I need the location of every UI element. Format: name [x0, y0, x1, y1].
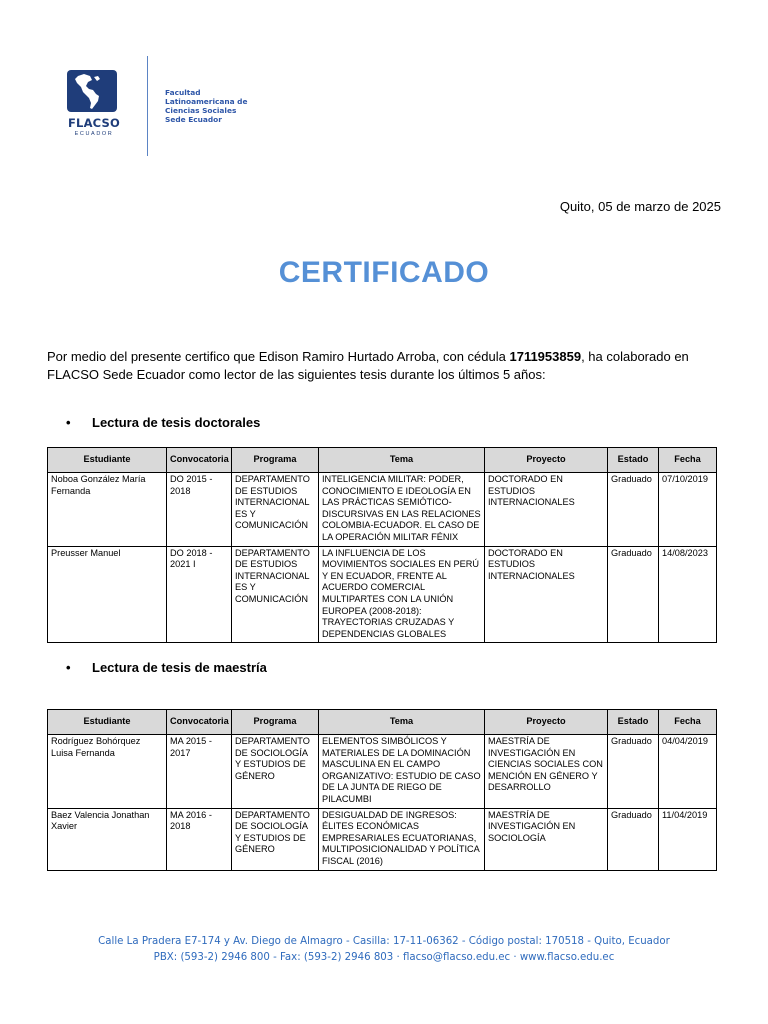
doctoral-table	[47, 447, 717, 643]
table-cell: 14/08/2023	[659, 546, 717, 643]
table-cell: 04/04/2019	[659, 735, 717, 809]
flacso-logo	[62, 68, 126, 114]
footer-line: PBX: (593-2) 2946 800 - Fax: (593-2) 2946 803 · flacso@flacso.edu.ec · www.flacso.edu.ec	[153, 951, 615, 963]
table-cell: 07/10/2019	[659, 473, 717, 547]
table-cell: Preusser Manuel	[48, 546, 167, 643]
column-header: Proyecto	[485, 448, 608, 473]
faculty-line: Facultad	[165, 88, 201, 97]
column-header: Tema	[319, 448, 485, 473]
document-date: Quito, 05 de marzo de 2025	[559, 199, 721, 214]
table-row	[48, 546, 717, 643]
table-cell: ELEMENTOS SIMBÓLICOS Y MATERIALES DE LA DOMINACIÓN MASCULINA EN EL CAMPO ORGANIZATIVO: ESTUDIO DE CASO DE LA JUNTA DE RIEGO DE PILACUMBI	[319, 735, 485, 809]
footer-address	[0, 934, 768, 965]
table-cell: DEPARTAMENTO DE ESTUDIOS INTERNACIONALES Y COMUNICACIÓN	[232, 546, 319, 643]
id-number: 1711953859	[509, 349, 582, 364]
table-cell: DO 2018 - 2021 I	[167, 546, 232, 643]
column-header: Tema	[319, 710, 485, 735]
table-cell: DEPARTAMENTO DE SOCIOLOGÍA Y ESTUDIOS DE GÉNERO	[232, 808, 319, 870]
column-header: Convocatoria	[167, 710, 232, 735]
table-body	[48, 473, 717, 643]
column-header: Fecha	[659, 448, 717, 473]
table-cell: DOCTORADO EN ESTUDIOS INTERNACIONALES	[485, 473, 608, 547]
column-header: Estudiante	[48, 448, 167, 473]
column-header: Convocatoria	[167, 448, 232, 473]
table-cell: DEPARTAMENTO DE SOCIOLOGÍA Y ESTUDIOS DE GÉNERO	[232, 735, 319, 809]
intro-text: Por medio del presente certifico que Edison Ramiro Hurtado Arroba, con cédula	[47, 349, 510, 364]
logo-wordmark: FLACSO	[68, 116, 120, 130]
column-header: Estado	[608, 448, 659, 473]
table-cell: MA 2015 - 2017	[167, 735, 232, 809]
bullet-icon: •	[66, 415, 71, 430]
faculty-line: Ciencias Sociales	[165, 106, 237, 115]
table-cell: Noboa González María Fernanda	[48, 473, 167, 547]
table-cell: DESIGUALDAD DE INGRESOS: ÉLITES ECONÓMICAS EMPRESARIALES ECUATORIANAS, MULTIPOSICIONALIDAD Y POLÍTICA FISCAL (2016)	[319, 808, 485, 870]
table-cell: MAESTRÍA DE INVESTIGACIÓN EN CIENCIAS SOCIALES CON MENCIÓN EN GÉNERO Y DESARROLLO	[485, 735, 608, 809]
table-cell: MAESTRÍA DE INVESTIGACIÓN EN SOCIOLOGÍA	[485, 808, 608, 870]
bullet-icon: •	[66, 660, 71, 675]
column-header: Estado	[608, 710, 659, 735]
column-header: Fecha	[659, 710, 717, 735]
intro-paragraph	[47, 348, 737, 383]
column-header: Proyecto	[485, 710, 608, 735]
table-cell: Graduado	[608, 473, 659, 547]
table-row	[48, 808, 717, 870]
table-cell: DEPARTAMENTO DE ESTUDIOS INTERNACIONALES Y COMUNICACIÓN	[232, 473, 319, 547]
table-cell: Graduado	[608, 735, 659, 809]
table-cell: INTELIGENCIA MILITAR: PODER, CONOCIMIENTO E IDEOLOGÍA EN LAS PRÁCTICAS SEMIÓTICO-DISCURSIVAS EN LAS RELACIONES COLOMBIA-ECUADOR. EL CASO DE LA OPERACIÓN MILITAR FÉNIX	[319, 473, 485, 547]
table-cell: Rodríguez Bohórquez Luisa Fernanda	[48, 735, 167, 809]
section-masters	[66, 660, 267, 675]
table-body	[48, 735, 717, 871]
column-header: Programa	[232, 448, 319, 473]
document-title: CERTIFICADO	[278, 256, 490, 289]
logo-country: ECUADOR	[74, 131, 114, 137]
faculty-line: Latinoamericana de	[165, 97, 248, 106]
header-divider	[147, 56, 148, 156]
table-cell: 11/04/2019	[659, 808, 717, 870]
table-cell: MA 2016 - 2018	[167, 808, 232, 870]
footer-line: Calle La Pradera E7-174 y Av. Diego de Almagro - Casilla: 17-11-06362 - Código postal: 170518 - Quito, Ecuador	[98, 936, 670, 947]
table-row	[48, 735, 717, 809]
table-header-row	[48, 448, 717, 473]
table-cell: LA INFLUENCIA DE LOS MOVIMIENTOS SOCIALES EN PERÚ Y EN ECUADOR, FRENTE AL ACUERDO COMERCIAL MULTIPARTES CON LA UNIÓN EUROPEA (2008-2018): TRAYECTORIAS CRUZADAS Y DEPENDENCIAS GLOBALES	[319, 546, 485, 643]
section-heading: Lectura de tesis doctorales	[92, 415, 261, 430]
table-cell: Graduado	[608, 546, 659, 643]
intro-text-end: , ha colaborado en FLACSO Sede Ecuador como lector de las siguientes tesis durante los últimos 5 años:	[47, 349, 689, 382]
table-row	[48, 473, 717, 547]
faculty-name	[165, 88, 247, 124]
section-doctoral	[66, 415, 260, 430]
section-heading: Lectura de tesis de maestría	[92, 660, 267, 675]
column-header: Programa	[232, 710, 319, 735]
column-header: Estudiante	[48, 710, 167, 735]
masters-table	[47, 709, 717, 871]
faculty-line: Sede Ecuador	[165, 115, 222, 124]
table-cell: Baez Valencia Jonathan Xavier	[48, 808, 167, 870]
table-header-row	[48, 710, 717, 735]
table-cell: Graduado	[608, 808, 659, 870]
americas-map-icon	[62, 68, 122, 114]
table-cell: DO 2015 - 2018	[167, 473, 232, 547]
table-cell: DOCTORADO EN ESTUDIOS INTERNACIONALES	[485, 546, 608, 643]
